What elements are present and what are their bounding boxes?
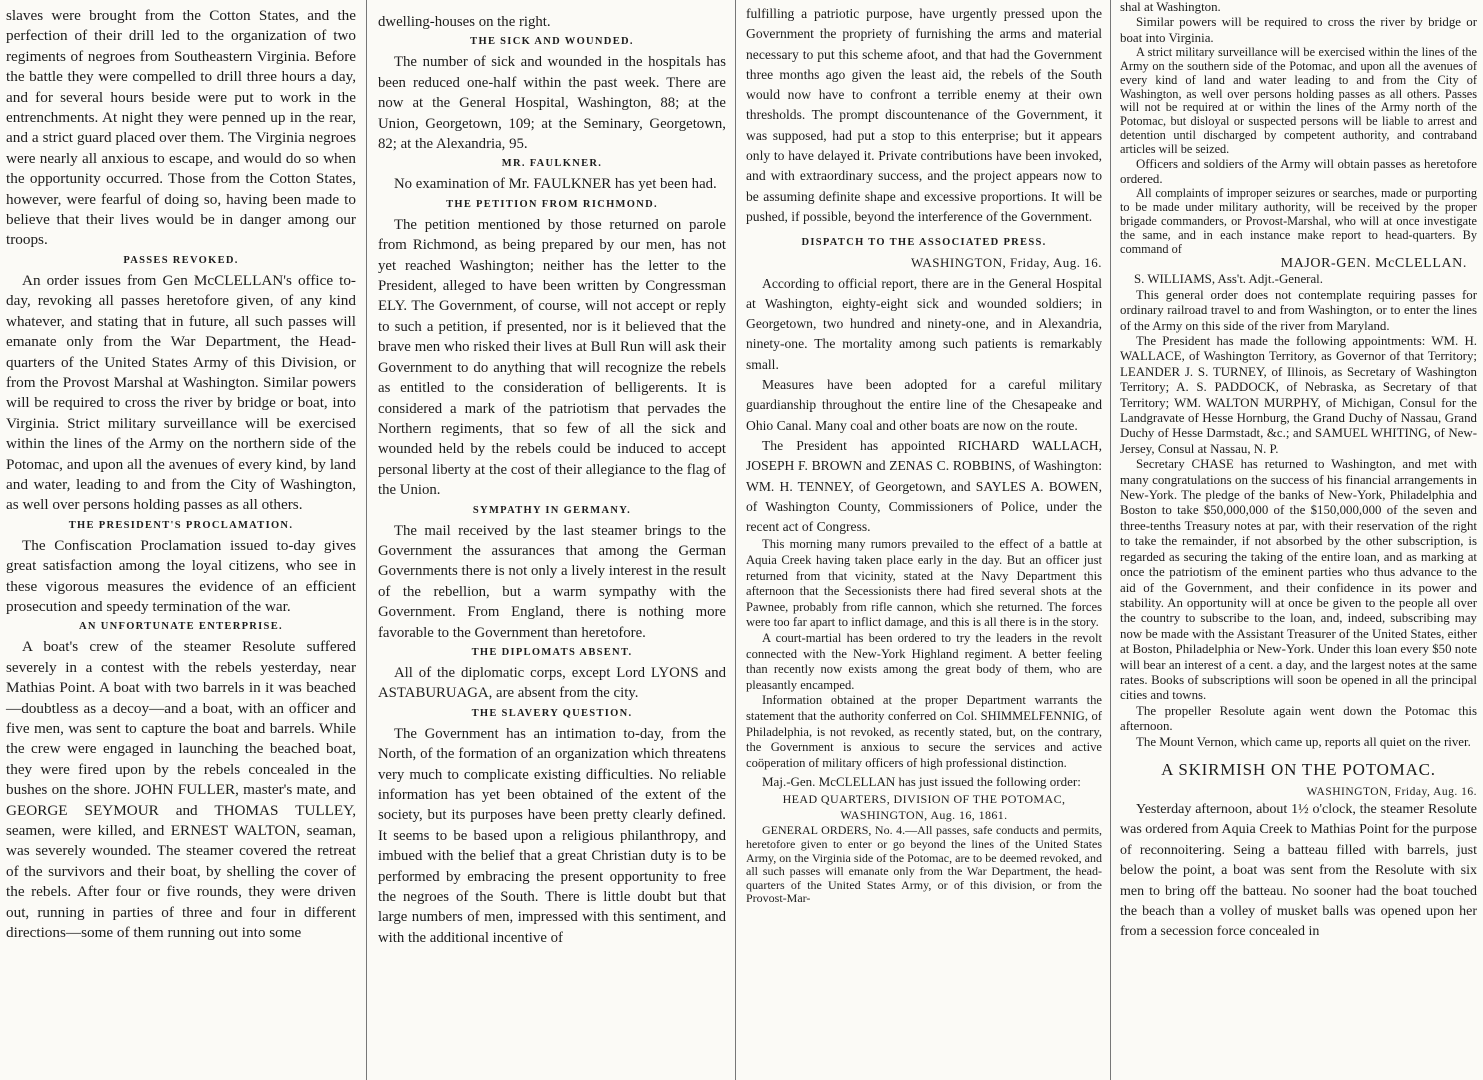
heading-unfortunate-enterprise: AN UNFORTUNATE ENTERPRISE. [79, 621, 283, 633]
column-2 [370, 0, 730, 1080]
paragraph-general-order-note: This general order does not contemplate requiring passes for ordinary railroad travel to and from Washington, or to enter the lines of the Army on this side of the river from Maryland. [1120, 287, 1477, 333]
paragraph-propeller-resolute: The propeller Resolute again went down the Potomac this afternoon. [1120, 703, 1477, 734]
signature-williams: S. WILLIAMS, Ass't. Adjt.-General. [1134, 272, 1323, 287]
paragraph-unfortunate-enterprise: A boat's crew of the steamer Resolute suffered severely in a contest with the rebels yesterday, near Mathias Point. A boat with two barrels in it was beached—doubtless as a decoy—and a boat, with an officer and five men, was sent to capture the boat and barrels. While the crew were engaged in launching the beached boat, they were fired upon by the rebels concealed in the bushes on the shore. JOHN FULLER, master's mate, and GEORGE SEYMOUR and THOMAS TULLEY, seamen, were killed, and ERNEST WALTON, seaman, was severely wounded. The steamer covered the retreat of the survivors and their boat, by shelling the cover of the rebels. After four or five rounds, they were driven out, running in parties of three and four in different directions—some of them running out into some [6, 638, 356, 942]
heading-mr-faulkner: MR. FAULKNER. [501, 158, 603, 170]
paragraph-secretary-chase: Secretary CHASE has returned to Washington, and met with many congratulations on the success of his financial arrangements in New-York. The pledge of the banks of New-York, Philadelphia and Boston to take $50,000,000 of the $150,000,000 of the seven and three-tenths Treasury notes at par, with their reservation of the right to take the remainder, if not absorbed by the other subscription, is regarded as securing the taking of the entire loan, and as marking at once the patriotism of the eminent parties who thus advance to the aid of the Government, and their confidence in its power and stability. An opportunity will at once be given to the people all over the country to subscribe to the loan, and, indeed, subscribing may now be made with the Assistant Treasurer of the United States, either at Boston, Philadelphia or New-York. Under this loan every $50 note will bear an interest of a cent. a day, and the largest notes at the same rates. Books of subscriptions will soon be opened in all the principal cities and towns. [1120, 457, 1477, 703]
heading-slavery-question: THE SLAVERY QUESTION. [471, 707, 633, 719]
column-3 [740, 0, 1108, 1080]
dateline: WASHINGTON, Friday, Aug. 16. [911, 255, 1102, 271]
paragraph-rumors: This morning many rumors prevailed to the effect of a battle at Aquia Creek having taken place early in the day. But an officer just returned from that vicinity, stated at the Navy Department this afternoon that the Secessionists there had fired several shots at the Pawnee, probably from rifle cannon, which she returned. The forces were too far apart to inflict damage, and this is all there is in the story. [746, 537, 1102, 630]
heading-presidents-proclamation: THE PRESIDENT'S PROCLAMATION. [68, 519, 294, 531]
paragraph-maj-gen-order: Maj.-Gen. McCLELLAN has just issued the following order: [762, 774, 1081, 790]
paragraph-diplomats-absent: All of the diplomatic corps, except Lord LYONS and ASTABURUAGA, are absent from the city. [378, 664, 726, 702]
paragraph-dwelling-houses: dwelling-houses on the right. [378, 14, 551, 30]
column-4 [1114, 0, 1483, 1080]
heading-diplomats-absent: THE DIPLOMATS ABSENT. [471, 646, 633, 658]
column-1 [0, 0, 362, 1080]
paragraph-slavery-question: The Government has an intimation to-day, from the North, of the formation of an organization which threatens very much to complicate existing difficulties. No reliable information has yet been obtained of the extent of the society, but its purposes have been pretty clearly defined. It seems to be based upon a religious philanthropy, and imbued with the belief that a great Christian duty is to be performed by embracing the present opportunity to free the negroes of the South. There is little doubt but that large numbers of men, impressed with this sentiment, and with the additional incentive of [378, 725, 726, 946]
paragraph-information: Information obtained at the proper Department warrants the statement that the authority conferred on Col. SHIMMELFENNIG, of Philadelphia, is not revoked, as recently stated, but, on the contrary, the Government is anxious to secure the services and active coöperation of military officers of high professional distinction. [746, 693, 1102, 770]
paragraph-sympathy-in-germany: The mail received by the last steamer brings to the Government the assurances that among the German Governments there is not only a lively interest in the result of the rebellion, but a warm sympathy with the Government. From England, there is nothing more favorable to the Government than heretofore. [378, 522, 726, 641]
paragraph-petition: The petition mentioned by those returned on parole from Richmond, as being prepared by our men, has not yet reached Washington; neither has the letter to the President, alleged to have been written by Congressman ELY. The Government, of course, will not accept or reply to such a petition, if presented, nor is it believed that the brave men who risked their lives at Bull Run will ask their Government to do anything that will recognize the rebels as entitled to the consideration of belligerents. It is considered a mark of the patriotism that pervades the Northern regiments, that so few of all the sick and wounded held by the rebels could be induced to accept personal liberty at the cost of their allegiance to the flag of the Union. [378, 216, 726, 499]
paragraph-patriotic-purpose: fulfilling a patriotic purpose, have urgently pressed upon the Government the propriety of furnishing the arms and material necessary to put this scheme afoot, and that had the Government three months ago given the least aid, the rebels of the South would now have to confront a terrible enemy at their own thresholds. The prompt discountenance of the Government, it was supposed, had put a stop to this enterprise; but it appears only to have delayed it. Private contributions have been invoked, and with extraordinary success, and the project appears now to be assuming definite shape and excessive proportions. It will be pushed, if possible, beyond the interference of the Government. [746, 6, 1102, 224]
order-header-date: WASHINGTON, Aug. 16, 1861. [840, 808, 1008, 823]
column-divider [366, 0, 367, 1080]
heading-passes-revoked: PASSES REVOKED. [123, 254, 239, 266]
paragraph-sick-and-wounded: The number of sick and wounded in the hospitals has been reduced one-half within the past week. There are now at the General Hospital, Washington, 88; at the Union, Georgetown, 109; at the Seminary, Georgetown, 82; at the Alexandria, 95. [378, 54, 726, 153]
paragraph-officers-passes: Officers and soldiers of the Army will obtain passes as heretofore ordered. [1120, 156, 1477, 186]
heading-skirmish-on-the-potomac: A SKIRMISH ON THE POTOMAC. [1161, 759, 1436, 779]
paragraph-measures: Measures have been adopted for a careful military guardianship throughout the entire line of the Chesapeake and Ohio Canal. Many coal and other boats are now on the route. [746, 377, 1102, 433]
paragraph-provost-marshal: shal at Washington. [1120, 0, 1221, 14]
paragraph-mount-vernon: The Mount Vernon, which came up, reports all quiet on the river. [1136, 734, 1471, 749]
paragraph-official-report: According to official report, there are in the General Hospital at Washington, eighty-eight sick and wounded soldiers; in Georgetown, two hundred and ninety-one, and in Alexandria, ninety-one. The mortality among such patients is remarkably small. [746, 275, 1102, 372]
paragraph-president-appointed: The President has appointed RICHARD WALLACH, JOSEPH F. BROWN and ZENAS C. ROBBINS, of Washington: WM. H. TENNEY, of Georgetown, and SAYLES A. BOWEN, of Washington County, Commissioners of Police, under the recent act of Congress. [746, 437, 1102, 535]
paragraph-similar-powers: Similar powers will be required to cross the river by bridge or boat into Virginia. [1120, 15, 1477, 45]
heading-petition-from-richmond: THE PETITION FROM RICHMOND. [446, 198, 658, 210]
heading-sympathy-in-germany: SYMPATHY IN GERMANY. [472, 504, 632, 516]
paragraph-complaints: All complaints of improper seizures or searches, made or purporting to be made under military authority, will be received by the proper brigade commanders, or Provost-Marshal, who will at once investigate the same, and in each instance make report to head-quarters. By command of [1120, 186, 1477, 256]
paragraph-negro-regiments: slaves were brought from the Cotton States, and the perfection of their drill led to the organization of two regiments of negroes from Southeastern Virginia. Before the battle they were compelled to drill three hours a day, and for several hours beside were put to work in the entrenchments. At night they were penned up in the rear, and a strict guard placed over them. The Virginia negroes were nearly all anxious to escape, and would do so when the opportunity occurred. Those from the Cotton States, however, were fearful of doing so, having been made to believe that their lives would be in danger among our troops. [6, 7, 356, 249]
heading-sick-and-wounded: THE SICK AND WOUNDED. [470, 36, 634, 48]
heading-dispatch-associated-press: DISPATCH TO THE ASSOCIATED PRESS. [801, 237, 1047, 249]
paragraph-skirmish: Yesterday afternoon, about 1½ o'clock, the steamer Resolute was ordered from Aquia Creek to Mathias Point for the purpose of reconnoitering. Seing a batteau filled with barrels, just below the point, a boat was sent from the Resolute with six men to bring off the batteau. No sooner had the boat touched the beach than a volley of musket balls was opened upon her from a secession force concealed in [1120, 801, 1477, 940]
paragraph-strict-surveillance: A strict military surveillance will be exercised within the lines of the Army on the southern side of the Potomac, and upon all the avenues of every kind of land and water leading to and from the City of Washington, as well over persons holding passes as all others. Passes will not be required at or within the lines of the Army north of the Potomac, but disloyal or suspected persons will be liable to arrest and detention until discharged by competent authority, and contraband articles will be seized. [1120, 45, 1477, 156]
order-header-head-quarters: HEAD QUARTERS, DIVISION OF THE POTOMAC, [782, 792, 1066, 807]
signature-mcclellan: MAJOR-GEN. McCLELLAN. [1280, 256, 1467, 272]
paragraph-general-orders: GENERAL ORDERS, No. 4.—All passes, safe conducts and permits, heretofore given to enter or go beyond the lines of the United States Army, on the Virginia side of the Potomac, are to be deemed revoked, and all such passes will emanate only from the War Department, the head-quarters of the United States Army, or of this division, or from the Provost-Mar- [746, 823, 1102, 906]
paragraph-mr-faulkner: No examination of Mr. FAULKNER has yet been had. [394, 176, 717, 193]
paragraph-appointments: The President has made the following appointments: WM. H. WALLACE, of Washington Territory, as Governor of that Territory; LEANDER J. S. TURNEY, of Illinois, as Secretary of Washington Territory; A. S. PADDOCK, of Nebraska, as Secretary of that Territory; WM. WALTON MURPHY, of Michigan, Consul for the Landgravate of Hesse Hornburg, the Grand Duchy of Nassau, Grand Duchy of Hesse Darmstadt, &c.; and SAMUEL WHITING, of New-Jersey, Consul at Nassau, N. P. [1120, 334, 1477, 456]
column-divider [1110, 0, 1111, 1080]
dateline: WASHINGTON, Friday, Aug. 16. [1306, 785, 1477, 798]
column-divider [735, 0, 736, 1080]
paragraph-passes-revoked: An order issues from Gen McCLELLAN's office to-day, revoking all passes heretofore given, of any kind whatever, and stating that in future, all such passes will emanate only from the War Department, the Head-quarters of the United States Army of this Division, or from the Provost Marshal at Washington. Similar powers will be required to cross the river by bridge or boat, into Virginia. Strict military surveillance will be exercised within the lines of the Army on the northern side of the Potomac, and upon all the avenues of every kind, by land and water, leading to and from the City of Washington, as well over persons holding passes as all others. [6, 271, 356, 514]
paragraph-court-martial: A court-martial has been ordered to try the leaders in the revolt connected with the New-York Highland regiment. A better feeling than recently now exists among the great body of them, who are pleasantly encamped. [746, 630, 1102, 692]
paragraph-proclamation: The Confiscation Proclamation issued to-day gives great satisfaction among the loyal citizens, who see in these vigorous measures the evidence of an efficient prosecution and speedy termination of the war. [6, 536, 356, 615]
